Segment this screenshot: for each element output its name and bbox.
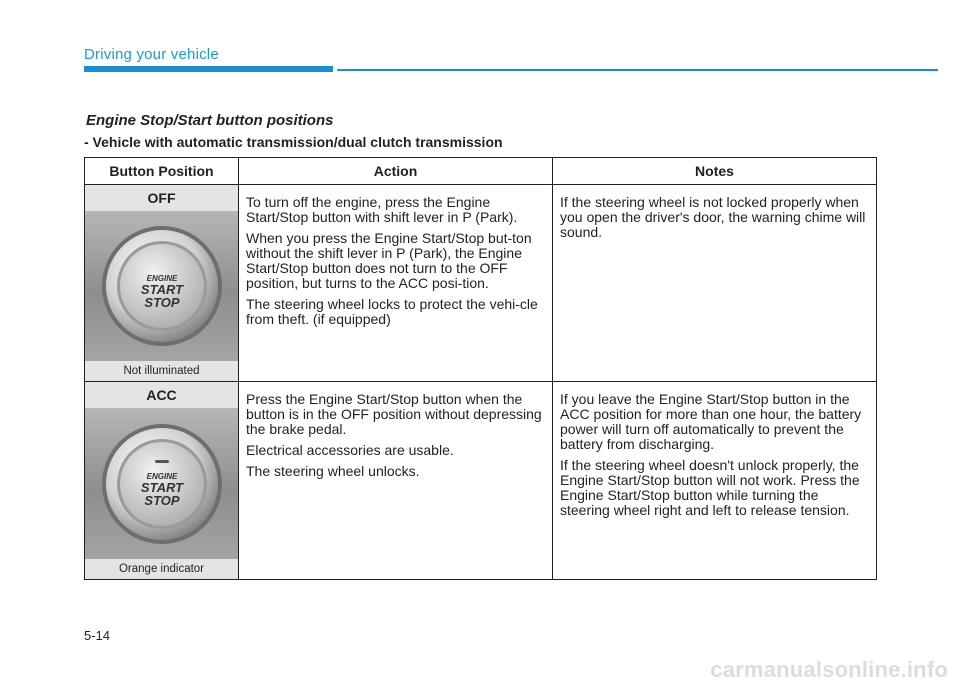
table-row-acc (85, 382, 877, 580)
action-text: When you press the Engine Start/Stop but-ton without the shift lever in P (Park), the Engine Start/Stop button does not turn to the OFF position, but turns to the ACC posi-tion. (246, 230, 532, 291)
column-header-notes: Notes (553, 158, 877, 185)
watermark: carmanualsonline.info (710, 657, 948, 682)
action-text: Press the Engine Start/Stop button when the button is in the OFF position without depressing the brake pedal. (246, 391, 542, 437)
action-text: The steering wheel unlocks. (246, 463, 420, 479)
position-caption-off: Not illuminated (85, 361, 238, 381)
notes-text: If you leave the Engine Start/Stop button in the ACC position for more than one hour, the battery power will turn off automatically to prevent the battery from discharging. (560, 391, 862, 452)
table-header-row (85, 158, 877, 185)
table-row-off (85, 185, 877, 382)
position-label-acc: ACC (85, 382, 238, 408)
page-subheading: - Vehicle with automatic transmission/dual clutch transmission (84, 134, 503, 150)
orange-indicator-icon (155, 460, 169, 463)
notes-cell-acc (553, 382, 877, 580)
engine-button-image-off (85, 211, 238, 361)
button-positions-table (84, 157, 877, 580)
button-text-stop: STOP (143, 492, 180, 508)
action-cell-off (239, 185, 553, 382)
button-text-start: START (140, 479, 183, 495)
page-heading: Engine Stop/Start button positions (86, 112, 334, 129)
notes-cell-off (553, 185, 877, 382)
notes-text: If the steering wheel is not locked properly when you open the driver's door, the warning chime will sound. (560, 194, 866, 240)
button-text-start: START (140, 282, 183, 297)
position-label-off: OFF (85, 185, 238, 211)
button-text-engine: ENGINE (146, 471, 177, 481)
column-header-action: Action (239, 158, 553, 185)
action-text: Electrical accessories are usable. (246, 442, 454, 458)
start-stop-button-icon (100, 224, 224, 348)
header-rule-thin (337, 69, 938, 71)
action-text: To turn off the engine, press the Engine Start/Stop button with shift lever in P (Park). (246, 194, 518, 225)
position-cell-acc (85, 382, 239, 580)
position-cell-off (85, 185, 239, 382)
action-text: The steering wheel locks to protect the vehi-cle from theft. (if equipped) (246, 296, 538, 327)
action-cell-acc (239, 382, 553, 580)
button-text-stop: STOP (143, 295, 180, 310)
header-rule-thick (84, 66, 333, 72)
start-stop-button-icon (100, 422, 224, 546)
position-caption-acc: Orange indicator (85, 559, 238, 579)
column-header-position: Button Position (85, 158, 239, 185)
button-text-engine: ENGINE (146, 274, 177, 283)
notes-text: If the steering wheel doesn't unlock properly, the Engine Start/Stop button will not work. Press the Engine Start/Stop button while turning the steering wheel right and left to release tension. (560, 457, 860, 518)
engine-button-image-acc (85, 408, 238, 559)
page-number: 5-14 (84, 628, 111, 643)
section-title: Driving your vehicle (84, 46, 219, 63)
